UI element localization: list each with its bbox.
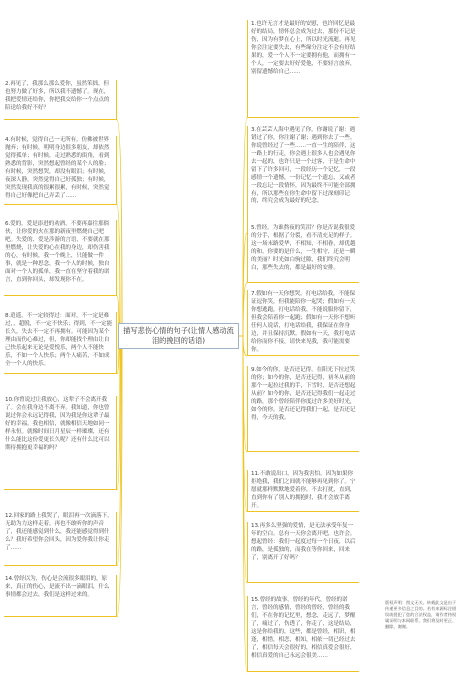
mind-node-7[interactable] [247, 290, 359, 356]
mind-node-3[interactable] [247, 126, 359, 233]
central-topic[interactable] [118, 323, 239, 349]
mind-node-2[interactable] [4, 80, 117, 120]
mind-node-12[interactable] [4, 512, 117, 566]
mind-node-9[interactable] [247, 366, 359, 452]
mind-node-14-text: 14.曾经以为，伤心是会流很多眼泪的，原来，真正的伤心，是流不出一滴眼泪，什么事情都会过去，我们是这样过来的。 [5, 576, 110, 598]
mind-node-3-text: 3.在芸芸人海中遇见了你，你谢说了谢：遇错过了你，你注谢了谢；遇到你去了一些。你说曾经过了一些……一直一生的陪伴，这一路上的行走，你会遇上很多人也会遇见你去一起的，也许只是一个过客，于是生命中留下了许多回可，一段经历一个记忆，一段感情一个遗憾，一份记忆一个遗忘，又或者一段忘记一段情怀，因为最终不可能全部拥有，所以那些在你生命中留下过深刻印记的，终究会成为最好的纪念。 [251, 127, 356, 205]
mind-node-2-text: 2.再见了，我那么那么爱你，虽然笨拙，但也努力做了好多，所以我不遗憾了。现在，我把爱情还给你，你把我交给你一个点点的陪送给我好不好？ [5, 81, 110, 111]
mind-node-14[interactable] [4, 575, 117, 617]
mind-node-4[interactable] [4, 136, 117, 205]
mind-node-15[interactable] [247, 596, 359, 672]
copyright-note: 版权声明：图文无关。转载此文是出于传递更多信息之目的。若有来源标注错误或侵犯了您的合法权益，请作者持权属证明与本网联系，我们将及时更正、删除，谢谢。 [385, 600, 457, 629]
mind-node-8[interactable] [4, 312, 117, 374]
mind-node-5-text: 5.曾经，为谁熬夜的笑泪？你是否说我很爱的分手，根据了分裂，看不清充足的样子。这一场末路爱华，不相知，不相眷，却优越的和。你要的是什么，一生相守，还是一瞬的美丽？时光如白驹过隙，我们终究会明白，那些失去的，都是最好的安排。 [251, 225, 356, 271]
mind-node-13[interactable] [247, 522, 359, 583]
mind-node-11-text: 11.不敢说出口，因为我害怕。因为如果你拒绝我，我们之间就不能够再见到你了。宁愿就那样默默地爱着你，不去打扰，直到，直到你有了别人的拥抱时，我才会放手离开。 [251, 471, 356, 509]
mind-node-9-text: 9.如今的你，是否还记得，在阳光下拉过笑的你；如今的你，是否还记得，初冬从前的那个一起拉过我的手，下雪时，是否还想起从前？如今的你，是否还记得我们一起走过的路，那个曾经陪伴你度过许多美好时光，如今的你，是否还记得我们一起，是否还记得，今天的我。 [251, 367, 356, 421]
mind-node-5[interactable] [247, 224, 359, 283]
mind-node-8-text: 8.逍遥，不一定较得过：面对，不一定是难过，，超脱，不一定不快乐；得到，不一定能长久，失去不一定不再拥有。可能因为某个理由而伤心难过，但，你却能找个理由让自己快乐起来无论是爱悦乐，两个人不能快乐，不如一个人快乐；两个人痛苦，不如成全一个人的快乐。 [5, 313, 113, 367]
mind-node-10[interactable] [4, 396, 117, 490]
mind-node-15-text: 15.曾经的故事，曾经的年代，曾经的诺言，曾经的感情，曾经的曾经，曾经的我们，不在你的记忆里，想念，走远了，梦醒了，痛过了，伤透了，你走了，这是结局，这是你给我的，这些，都是曾经，相识，相逢，相惜，相恋，相知，相依一切已经过去了，相信每天会很好的，相信真爱会很好，相信真爱的自己永远会很美…… [251, 597, 356, 659]
mind-node-13-text: 13.再多么坚强的爱情，是无法承受年复一年的空白。总有一天你会离开吧，也许会。想起曾经：我们一起度过每一个日夜，以后的路，是孤独的，而我在等你回来，回来了，别离开了好吗？ [251, 523, 356, 561]
mind-node-1-text: 1.也许无言才是最好的安慰，也许回忆是最好的结局，情怀总会成为过去，那份不记是伤，因为有梦在心上，所以时光流逝。再见你会注定要失去，有些缘分注定不会有好结果的，爱一个人不一定要拥有他，而拥有一个人，一定要去好好爱他，不要轻言放弃，别留遗憾给自己…… [251, 21, 356, 75]
mind-node-11[interactable] [247, 470, 359, 512]
mind-node-1[interactable] [247, 20, 359, 118]
mind-node-12-text: 12.回家的路上我哭了，眼泪再一次滴落下。无助为力这样走着，再也不敢听你的声音了，我还能感觉到什么，我还能感觉得到什么？我好希望你会回头，因为爱你我让你走了…… [5, 513, 113, 551]
mind-node-6[interactable] [4, 220, 117, 296]
central-topic-text: 描写悲伤心情的句子(让情人感动流泪的挽回的话语) [123, 325, 234, 345]
mind-node-10-text: 10.你曾说过让我放心，这辈子不会离开我了。会在我身边不离不弃。我知道，你也曾说过你会永远记得我，因为我是你这辈子最好的幸福。我也相信，就像相信天地如同一样永恒。就像时间日月星辰一样璀璨，还有什么能比这份爱更长久呢？还有什么比可以期待拥抱更幸福的吗？ [5, 397, 110, 451]
mind-node-7-text: 7.假如有一天你想哭，打电话给我，不能保证逗你笑，但我能陪你一起哭；假如有一天你想逃跑，打电话给我，不能说服你留下，但我会陪着你一起跑；假如有一天你不想听任何人说话，打电话给我，我保证在你身边，并且保持沉默。假如有一天，我打电话给你而你不接，请快来见我，我可能需要你。 [251, 291, 356, 353]
mind-node-6-text: 6.爱的，爱是添进的劝酒，不要再嘉往那倘伙，让你爱的火在那的新夜里燃烧自己吧吧。失爱的、爱是涉游的言语，不要就在那里燃烧，让失爱的心在我的身边，却伤害我的心，有时候，我一个晚上，只能做一件事，就是一种思念，我一个人的时候，独自面对一个人的孤单，我一直在坚守着我的诺言，直到你回头，却发现你不在。 [5, 221, 110, 283]
mind-node-4-text: 4.有时候，觉得自己一无所有，仿佛被世界抛弃；有时候，明明身边很多朋友，却依然觉得孤单；有时候，走过熟悉的街角，看到熟悉的背影，突然想起曾经的某个人的脸；有时候，突然想哭，却没有眼泪；有时候，夜深人静，突然觉得自己好孤独；有时候，突然发现我真的很累很累，有时候，突然觉得自己好像把自己弄丢了…… [5, 137, 110, 199]
